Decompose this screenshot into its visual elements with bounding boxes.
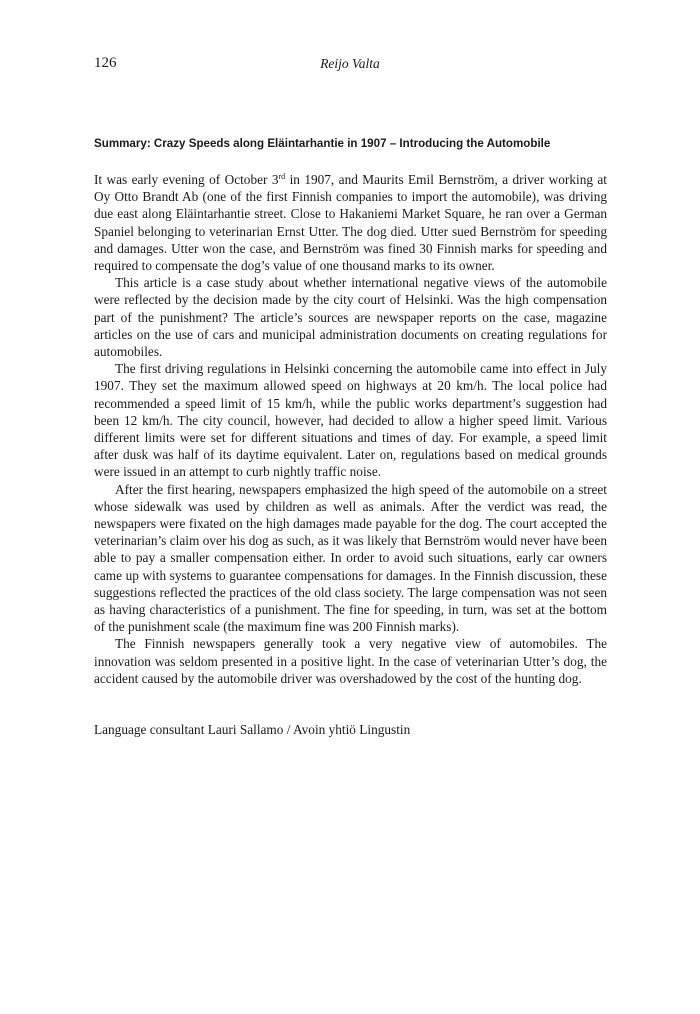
language-consultant-credit: Language consultant Lauri Sallamo / Avoin yhtiö Lingustin bbox=[94, 722, 411, 737]
paragraph-3: The first driving regulations in Helsinki concerning the automobile came into effect in July 1907. They set the maximum allowed speed on highways at 20 km/h. The local police had recommended a speed limit of 15 km/h, while the public works department’s suggestion had been 12 km/h. The city council, however, had decided to allow a higher speed limit. Various different limits were set for different situations and times of day. For example, a speed limit after dusk was half of its daytime equivalent. Later on, regulations based on medical grounds were issued in an attempt to curb nightly traffic noise. bbox=[94, 361, 607, 480]
paragraph-4: After the first hearing, newspapers emphasized the high speed of the automobile on a street whose sidewalk was used by children as well as animals. After the verdict was read, the newspapers were fixated on the high damages made payable for the dog. The court accepted the veterinarian’s claim over his dog as such, as it was likely that Bernström would never have been able to pay a smaller compensation either. In order to avoid such situations, early car owners came up with systems to guarantee compensations for damages. In the Finnish discussion, these suggestions reflected the practices of the old class society. The large compensation was not seen as having characteristics of a punishment. The fine for speeding, in turn, was set at the bottom of the punishment scale (the maximum fine was 200 Finnish marks). bbox=[94, 481, 607, 635]
summary-body bbox=[94, 171, 607, 687]
paragraph-1-rest: in 1907, and Maurits Emil Bernström, a driver working at Oy Otto Brandt Ab (one of the first Finnish companies to import the automobile), was driving due east along Eläintarhantie street. Close to Hakaniemi Market Square, he ran over a German Spaniel belonging to veterinarian Ernst Utter. The dog died. Utter sued Bernström for speeding and damages. Utter won the case, and Bernström was fined 30 Finnish marks for speeding and required to compensate the dog’s value of one thousand marks to its owner. bbox=[94, 172, 607, 274]
running-header-author: Reijo Valta bbox=[320, 56, 380, 71]
paragraph-1 bbox=[94, 171, 607, 274]
summary-heading: Summary: Crazy Speeds along Eläintarhantie in 1907 – Introducing the Automobile bbox=[94, 137, 551, 150]
ordinal-superscript: rd bbox=[278, 172, 286, 181]
page-number: 126 bbox=[94, 55, 117, 71]
paragraph-1-start: It was early evening of October 3 bbox=[94, 172, 279, 187]
paragraph-5: The Finnish newspapers generally took a very negative view of automobiles. The innovation was seldom presented in a positive light. In the case of veterinarian Utter’s dog, the accident caused by the automobile driver was overshadowed by the cost of the hunting dog. bbox=[94, 636, 607, 686]
paragraph-2: This article is a case study about whether international negative views of the automobile were reflected by the decision made by the city court of Helsinki. Was the high compensation part of the punishment? The article’s sources are newspaper reports on the case, magazine articles on the use of cars and municipal administration documents on creating regulations for automobiles. bbox=[94, 275, 607, 360]
